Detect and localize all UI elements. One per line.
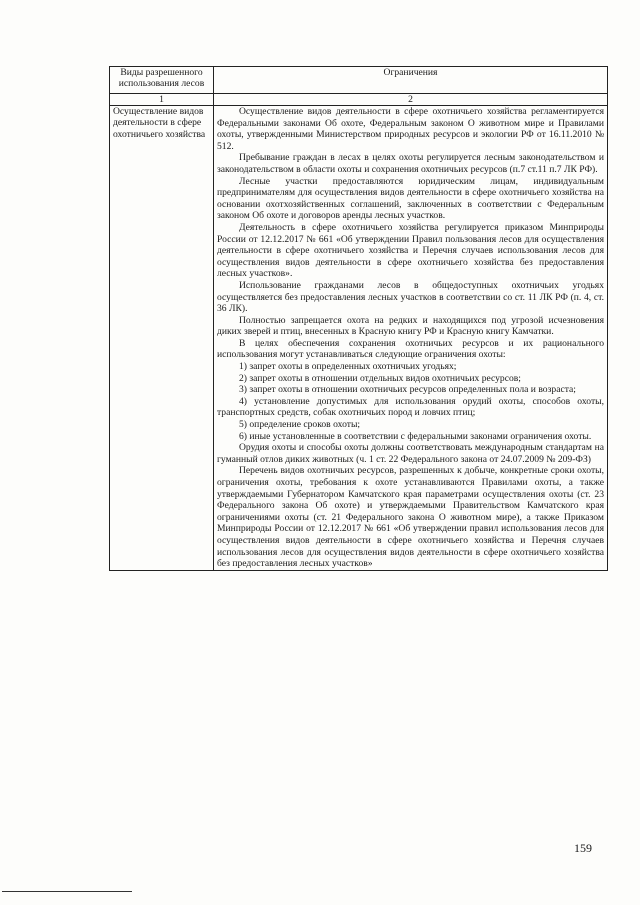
paragraph: Перечень видов охотничьих ресурсов, разрешенных к добыче, конкретные сроки охоты, ограничения охоты, требования к охоте устанавливаются Правилами охоты, а также утверждаемыми Губернатором Камчатского края параметрами осуществления охоты (ст. 23 Федерального закона Об охоте) и утверждаемыми Правительством Камчатского края ограничениями охоты (ст. 21 Федерального закона О животном мире), а также Приказом Минприроды России от 12.12.2017 № 661 «Об утверждении правил использования лесов для осуществления видов деятельности в сфере охотничьего хозяйства и Перечня случаев использования лесов для осуществления видов деятельности в сфере охотничьего хозяйства без предоставления лесных участков»: [217, 465, 604, 570]
column-number-row: [110, 94, 608, 106]
forest-use-type: Осуществление видов деятельности в сфере охотничьего хозяйства: [110, 106, 214, 571]
column-number-2: 2: [214, 94, 608, 106]
restrictions-text: [214, 106, 608, 571]
paragraph: В целях обеспечения сохранения охотничьих ресурсов и их рационального использования могут устанавливаться следующие ограничения охоты:: [217, 337, 604, 361]
list-item: 3) запрет охоты в отношении охотничьих ресурсов определенных пола и возраста;: [239, 384, 576, 396]
paragraph: Орудия охоты и способы охоты должны соответствовать международным стандартам на гуманный отлов диких животных (ч. 1 ст. 22 Федерального закона от 24.07.2009 № 209-ФЗ): [217, 442, 604, 465]
footnote-divider: [2, 891, 132, 892]
restrictions-table: [109, 66, 608, 571]
list-item: 2) запрет охоты в отношении отдельных видов охотничьих ресурсов;: [239, 372, 521, 384]
list-item: 5) определение сроков охоты;: [239, 419, 361, 431]
header-forest-use-types: Виды разрешенного использования лесов: [110, 67, 214, 94]
table-row: [110, 106, 608, 571]
list-item: 6) иные установленные в соответствии с федеральными законами ограничения охоты.: [239, 430, 592, 442]
header-restrictions: Ограничения: [214, 67, 608, 94]
paragraph: Полностью запрещается охота на редких и находящихся под угрозой исчезновения диких зверей и птиц, внесенных в Красную книгу РФ и Красную книгу Камчатки.: [217, 314, 604, 338]
list-item: 4) установление допустимых для использования орудий охоты, способов охоты, транспортных средств, собак охотничьих пород и ловчих птиц;: [217, 395, 604, 419]
table-header-row: [110, 67, 608, 94]
paragraph: Лесные участки предоставляются юридическим лицам, индивидуальным предпринимателям для осуществления видов деятельности в сфере охотничьего хозяйства на основании охотхозяйственных соглашений, заключенных в соответствии с Федеральным законом Об охоте и договоров аренды лесных участков.: [217, 175, 604, 222]
page-number: 159: [574, 841, 592, 855]
paragraph: Деятельность в сфере охотничьего хозяйства регулируется приказом Минприроды России от 12.12.2017 № 661 «Об утверждении Правил пользования лесов для осуществления деятельности в сфере охотничьего хозяйства и Перечня случаев использования лесов для осуществления видов деятельности в сфере охотничьего хозяйства без предоставления лесных участков».: [217, 221, 604, 280]
paragraph: Осуществление видов деятельности в сфере охотничьего хозяйства регламентируется Федеральными законами Об охоте, Федеральным законом О животном мире и Правилами охоты, утвержденными Министерством природных ресурсов и экологии РФ от 16.11.2010 № 512.: [217, 106, 604, 152]
list-item: 1) запрет охоты в определенных охотничьих угодьях;: [239, 361, 457, 373]
column-number-1: 1: [110, 94, 214, 106]
paragraph: Использование гражданами лесов в общедоступных охотничьих угодьях осуществляется без предоставления лесных участков в соответствии со ст. 11 ЛК РФ (п. 4, ст. 36 ЛК).: [217, 279, 604, 315]
paragraph: Пребывание граждан в лесах в целях охоты регулируется лесным законодательством и законодательством в области охоты и сохранения охотничьих ресурсов (п.7 ст.11 п.7 ЛК РФ).: [217, 152, 604, 175]
